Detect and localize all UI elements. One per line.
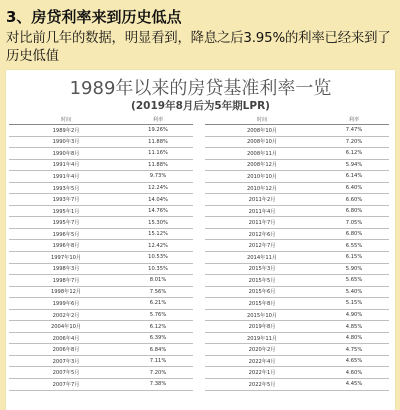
rate-cell: 4.60% <box>319 367 389 379</box>
rate-cell: 5.65% <box>319 275 389 287</box>
table-row <box>205 136 389 148</box>
rate-cell: 4.75% <box>319 344 389 356</box>
rate-cell: 5.15% <box>319 298 389 310</box>
table-row <box>9 286 193 298</box>
date-cell: 2015年3月 <box>205 263 319 275</box>
table-row <box>9 148 193 160</box>
date-cell: 1999年6月 <box>9 298 123 310</box>
table-row <box>205 355 389 367</box>
date-cell: 2010年10月 <box>205 171 319 183</box>
rate-cell: 9.73% <box>123 171 193 183</box>
rate-cell: 7.47% <box>319 125 389 137</box>
rate-cell: 6.60% <box>319 194 389 206</box>
date-cell: 1995年7月 <box>9 217 123 229</box>
rate-cell: 10.53% <box>123 252 193 264</box>
date-cell: 2007年7月 <box>9 379 123 391</box>
date-cell: 2022年1月 <box>205 367 319 379</box>
table-header-row <box>9 115 193 125</box>
date-cell: 2022年5月 <box>205 379 319 391</box>
rate-cell: 19.26% <box>123 125 193 137</box>
table-row <box>9 136 193 148</box>
rate-cell: 6.39% <box>123 332 193 344</box>
date-cell: 1991年4月 <box>9 159 123 171</box>
rate-cell: 4.65% <box>319 355 389 367</box>
rate-table-right <box>205 115 389 391</box>
table-row <box>205 182 389 194</box>
table-row <box>205 205 389 217</box>
table-row <box>9 125 193 137</box>
rate-cell: 6.84% <box>123 344 193 356</box>
rate-cell: 6.14% <box>319 171 389 183</box>
table-row <box>205 217 389 229</box>
date-cell: 2011年7月 <box>205 217 319 229</box>
table-row <box>205 367 389 379</box>
rate-cell: 11.16% <box>123 148 193 160</box>
rate-cell: 4.85% <box>319 321 389 333</box>
date-cell: 2019年8月 <box>205 321 319 333</box>
table-row <box>205 228 389 240</box>
rate-cell: 12.24% <box>123 182 193 194</box>
sub-headline: 对比前几年的数据，明显看到，降息之后3.95%的利率已经来到了历史低值 <box>6 31 391 64</box>
date-cell: 1990年8月 <box>9 148 123 160</box>
rate-cell: 12.42% <box>123 240 193 252</box>
rate-cell: 5.40% <box>319 286 389 298</box>
table-row <box>205 159 389 171</box>
table-row <box>9 298 193 310</box>
date-cell: 2006年8月 <box>9 344 123 356</box>
table-row <box>205 171 389 183</box>
table-row <box>205 332 389 344</box>
table-row <box>205 148 389 160</box>
date-cell: 2015年10月 <box>205 309 319 321</box>
table-row <box>9 182 193 194</box>
rate-cell: 7.11% <box>123 355 193 367</box>
date-cell: 1990年3月 <box>9 136 123 148</box>
table-subtitle: (2019年8月后为5年期LPR) <box>131 100 270 112</box>
date-cell: 1997年10月 <box>9 252 123 264</box>
table-row <box>205 379 389 391</box>
table-row <box>205 263 389 275</box>
rate-cell: 7.56% <box>123 286 193 298</box>
date-cell: 2008年10月 <box>205 125 319 137</box>
date-cell: 2002年2月 <box>9 309 123 321</box>
date-cell: 2022年4月 <box>205 355 319 367</box>
rate-cell: 6.12% <box>123 321 193 333</box>
date-cell: 2004年10月 <box>9 321 123 333</box>
table-row <box>9 355 193 367</box>
table-row <box>205 321 389 333</box>
table-row <box>205 286 389 298</box>
date-cell: 1996年8月 <box>9 240 123 252</box>
rate-cell: 11.88% <box>123 159 193 171</box>
date-cell: 1991年4月 <box>9 171 123 183</box>
date-cell: 2012年6月 <box>205 228 319 240</box>
column-header-rate: 利率 <box>123 115 193 125</box>
date-cell: 2011年4月 <box>205 205 319 217</box>
rate-cell: 7.05% <box>319 217 389 229</box>
date-cell: 1989年2月 <box>9 125 123 137</box>
table-row <box>9 379 193 391</box>
date-cell: 1998年7月 <box>9 275 123 287</box>
rate-cell: 5.76% <box>123 309 193 321</box>
rate-table-card <box>6 70 395 410</box>
rate-cell: 11.88% <box>123 136 193 148</box>
table-row <box>205 240 389 252</box>
column-header-date: 时间 <box>9 115 123 125</box>
date-cell: 2008年10月 <box>205 136 319 148</box>
date-cell: 2015年8月 <box>205 298 319 310</box>
rate-cell: 6.15% <box>319 252 389 264</box>
table-row <box>9 252 193 264</box>
date-cell: 2010年12月 <box>205 182 319 194</box>
table-row <box>9 332 193 344</box>
date-cell: 2007年5月 <box>9 367 123 379</box>
rate-cell: 7.20% <box>319 136 389 148</box>
date-cell: 2012年7月 <box>205 240 319 252</box>
rate-cell: 10.35% <box>123 263 193 275</box>
rate-cell: 4.80% <box>319 332 389 344</box>
table-title: 1989年以来的房贷基准利率一览 <box>69 78 332 99</box>
date-cell: 2014年11月 <box>205 252 319 264</box>
date-cell: 2008年11月 <box>205 148 319 160</box>
table-row <box>205 194 389 206</box>
table-row <box>205 309 389 321</box>
headline: 3、房贷利率来到历史低点 <box>6 8 182 26</box>
table-row <box>205 275 389 287</box>
rate-cell: 14.04% <box>123 194 193 206</box>
rate-cell: 5.94% <box>319 159 389 171</box>
date-cell: 1996年5月 <box>9 228 123 240</box>
table-row <box>9 321 193 333</box>
date-cell: 1993年7月 <box>9 194 123 206</box>
table-row <box>9 159 193 171</box>
date-cell: 2011年2月 <box>205 194 319 206</box>
date-cell: 1995年1月 <box>9 205 123 217</box>
column-header-date: 时间 <box>205 115 319 125</box>
rate-cell: 6.55% <box>319 240 389 252</box>
table-row <box>9 263 193 275</box>
table-row <box>205 298 389 310</box>
table-row <box>9 217 193 229</box>
rate-cell: 15.12% <box>123 228 193 240</box>
date-cell: 2015年5月 <box>205 275 319 287</box>
date-cell: 2015年6月 <box>205 286 319 298</box>
rate-cell: 15.30% <box>123 217 193 229</box>
rate-cell: 14.76% <box>123 205 193 217</box>
table-row <box>9 309 193 321</box>
table-row <box>9 367 193 379</box>
rate-cell: 7.20% <box>123 367 193 379</box>
table-row <box>9 275 193 287</box>
table-header-row <box>205 115 389 125</box>
rate-cell: 6.80% <box>319 228 389 240</box>
rate-cell: 7.38% <box>123 379 193 391</box>
table-row <box>9 171 193 183</box>
table-row <box>205 252 389 264</box>
date-cell: 2020年2月 <box>205 344 319 356</box>
table-row <box>205 344 389 356</box>
table-row <box>9 228 193 240</box>
rate-cell: 8.01% <box>123 275 193 287</box>
rate-cell: 6.80% <box>319 205 389 217</box>
date-cell: 2007年3月 <box>9 355 123 367</box>
rate-cell: 5.90% <box>319 263 389 275</box>
rate-cell: 6.12% <box>319 148 389 160</box>
rate-table-left <box>9 115 193 391</box>
rate-cell: 6.40% <box>319 182 389 194</box>
column-header-rate: 利率 <box>319 115 389 125</box>
date-cell: 2008年12月 <box>205 159 319 171</box>
date-cell: 1993年5月 <box>9 182 123 194</box>
date-cell: 1998年12月 <box>9 286 123 298</box>
table-row <box>205 125 389 137</box>
date-cell: 1998年3月 <box>9 263 123 275</box>
table-row <box>9 344 193 356</box>
table-row <box>9 240 193 252</box>
table-row <box>9 194 193 206</box>
rate-cell: 6.21% <box>123 298 193 310</box>
table-row <box>9 205 193 217</box>
date-cell: 2019年11月 <box>205 332 319 344</box>
rate-cell: 4.90% <box>319 309 389 321</box>
date-cell: 2006年4月 <box>9 332 123 344</box>
rate-cell: 4.45% <box>319 379 389 391</box>
